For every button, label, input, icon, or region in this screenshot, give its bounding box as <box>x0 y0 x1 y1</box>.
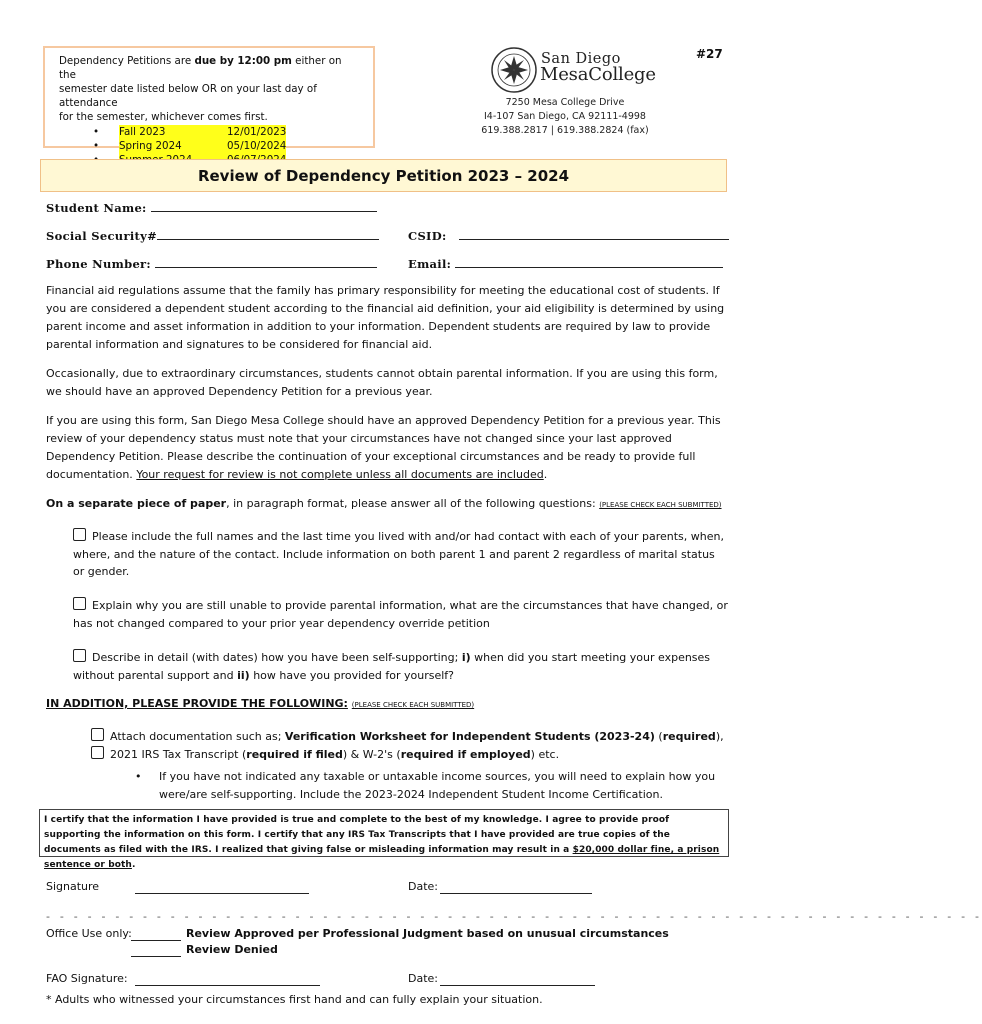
student-name-label: Student Name: <box>46 201 147 215</box>
footnote: * Adults who witnessed your circumstances first hand and can fully explain your situation. <box>46 993 543 1006</box>
addition-item-2-checkbox[interactable] <box>91 746 104 759</box>
deadline-line1: Dependency Petitions are due by 12:00 pm either on the <box>59 55 342 81</box>
addition-bullet: • If you have not indicated any taxable or untaxable income sources, you will need to explain how you were/are self-supporting. Include the 2023-2024 Independent Student Income Certification. <box>135 770 716 801</box>
college-name-line1: San Diego <box>541 51 621 67</box>
addition-item-1-checkbox[interactable] <box>91 728 104 741</box>
phone-field[interactable] <box>46 257 377 271</box>
csid-field[interactable] <box>408 229 729 243</box>
question-1-checkbox[interactable] <box>73 528 86 541</box>
college-address <box>460 96 670 138</box>
paragraph-extraordinary: Occasionally, due to extraordinary circumstances, students cannot obtain parental information. If you are using this form, we should have an approved Dependency Petition for a previous year. <box>46 367 718 398</box>
address-line2: I4-107 San Diego, CA 92111-4998 <box>484 111 646 122</box>
question-3-checkbox[interactable] <box>73 649 86 662</box>
denied-blank[interactable] <box>131 956 181 957</box>
address-phone: 619.388.2817 | 619.388.2824 (fax) <box>481 125 649 136</box>
signature-date-label: Date: <box>408 880 438 893</box>
fao-date-label: Date: <box>408 972 438 985</box>
fao-signature-label: FAO Signature: <box>46 972 128 985</box>
office-separator: - - - - - - - - - - - - - - - - - - - - - - - - - - - - - - - - - - - - - - - - - - - - - - - - - - - - - - - - - - - - - - - - - - - - <box>46 910 982 923</box>
deadline-notice-box <box>43 46 375 152</box>
deadline-line2: semester date listed below OR on your last day of attendance <box>59 83 317 109</box>
address-line1: 7250 Mesa College Drive <box>505 97 625 108</box>
addition-item-1: Attach documentation such as; Verification Worksheet for Independent Students (2023-24) (required), <box>91 728 731 746</box>
ssn-label: Social Security# <box>46 229 158 243</box>
csid-label: CSID: <box>408 229 447 243</box>
paragraph-instructions: On a separate piece of paper, in paragraph format, please answer all of the following questions: (PLEASE CHECK EACH SUBMITTED) <box>46 497 722 510</box>
addition-check-note: (PLEASE CHECK EACH SUBMITTED) <box>351 701 475 709</box>
question-2-checkbox[interactable] <box>73 597 86 610</box>
email-field[interactable] <box>408 257 723 271</box>
review-denied-text: Review Denied <box>186 943 278 956</box>
addition-heading: IN ADDITION, PLEASE PROVIDE THE FOLLOWING: (PLEASE CHECK EACH SUBMITTED) <box>46 697 475 710</box>
fao-signature-line[interactable] <box>135 985 320 986</box>
term-spring: • Spring 2024 05/10/2024 <box>93 140 287 152</box>
certification-box: I certify that the information I have provided is true and complete to the best of my knowledge. I agree to provide proof supporting the information on this form. I certify that any IRS Tax Transcripts that I have provided are true copies of the documents as filed with the IRS. I realized that giving false or misleading information may result in a $20,000 dollar fine, a prison sentence or both. <box>39 809 729 857</box>
college-seal-logo <box>490 46 538 94</box>
signature-line[interactable] <box>135 893 309 894</box>
college-name-line2: MesaCollege <box>540 64 656 85</box>
incomplete-warning: Your request for review is not complete unless all documents are included <box>136 468 544 481</box>
paragraph-review: If you are using this form, San Diego Mesa College should have an approved Dependency Petition for a previous year. This review of your dependency status must note that your circumstances have not changed since your last approved Dependency Petition. Please describe the continuation of your exceptional circumstances and be ready to provide full documentation. Your request for review is not complete unless all documents are included. <box>46 414 721 481</box>
penalty-warning: $20,000 dollar fine, a prison sentence or both <box>44 845 720 870</box>
phone-label: Phone Number: <box>46 257 151 271</box>
signature-date-line[interactable] <box>440 893 592 894</box>
ssn-field[interactable] <box>46 229 379 243</box>
question-2: Explain why you are still unable to provide parental information, what are the circumstances that have changed, or has not changed compared to your prior year dependency override petition <box>73 599 728 630</box>
fao-date-line[interactable] <box>440 985 595 986</box>
check-each-note: (PLEASE CHECK EACH SUBMITTED) <box>599 501 722 509</box>
email-label: Email: <box>408 257 452 271</box>
term-fall: • Fall 2023 12/01/2023 <box>93 126 287 138</box>
page-number: #27 <box>696 47 723 61</box>
signature-label: Signature <box>46 880 100 893</box>
paragraph-regulations: Financial aid regulations assume that the family has primary responsibility for meeting the educational cost of students. If you are considered a dependent student according to the financial aid definition, your aid eligibility is determined by using parent income and asset information in addition to your information. Dependent students are required by law to provide parental information and signatures to be considered for financial aid. <box>46 284 725 351</box>
student-name-field[interactable] <box>46 201 377 215</box>
question-3: Describe in detail (with dates) how you have been self-supporting; i) when did you start meeting your expenses without parental support and ii) how have you provided for yourself? <box>73 651 711 682</box>
office-use-label: Office Use only: <box>46 927 132 940</box>
deadline-line3: for the semester, whichever comes first. <box>59 111 268 123</box>
addition-item-2: 2021 IRS Tax Transcript (required if filed) & W-2's (required if employed) etc. <box>91 746 731 764</box>
review-approved-text: Review Approved per Professional Judgment based on unusual circumstances <box>186 927 669 940</box>
approved-blank[interactable] <box>131 940 181 941</box>
form-title: Review of Dependency Petition 2023 – 2024 <box>40 159 727 192</box>
question-1: Please include the full names and the last time you lived with and/or had contact with each of your parents, when, where, and the nature of the contact. Include information on both parent 1 and parent 2 regardless of marital status or gender. <box>73 530 724 578</box>
